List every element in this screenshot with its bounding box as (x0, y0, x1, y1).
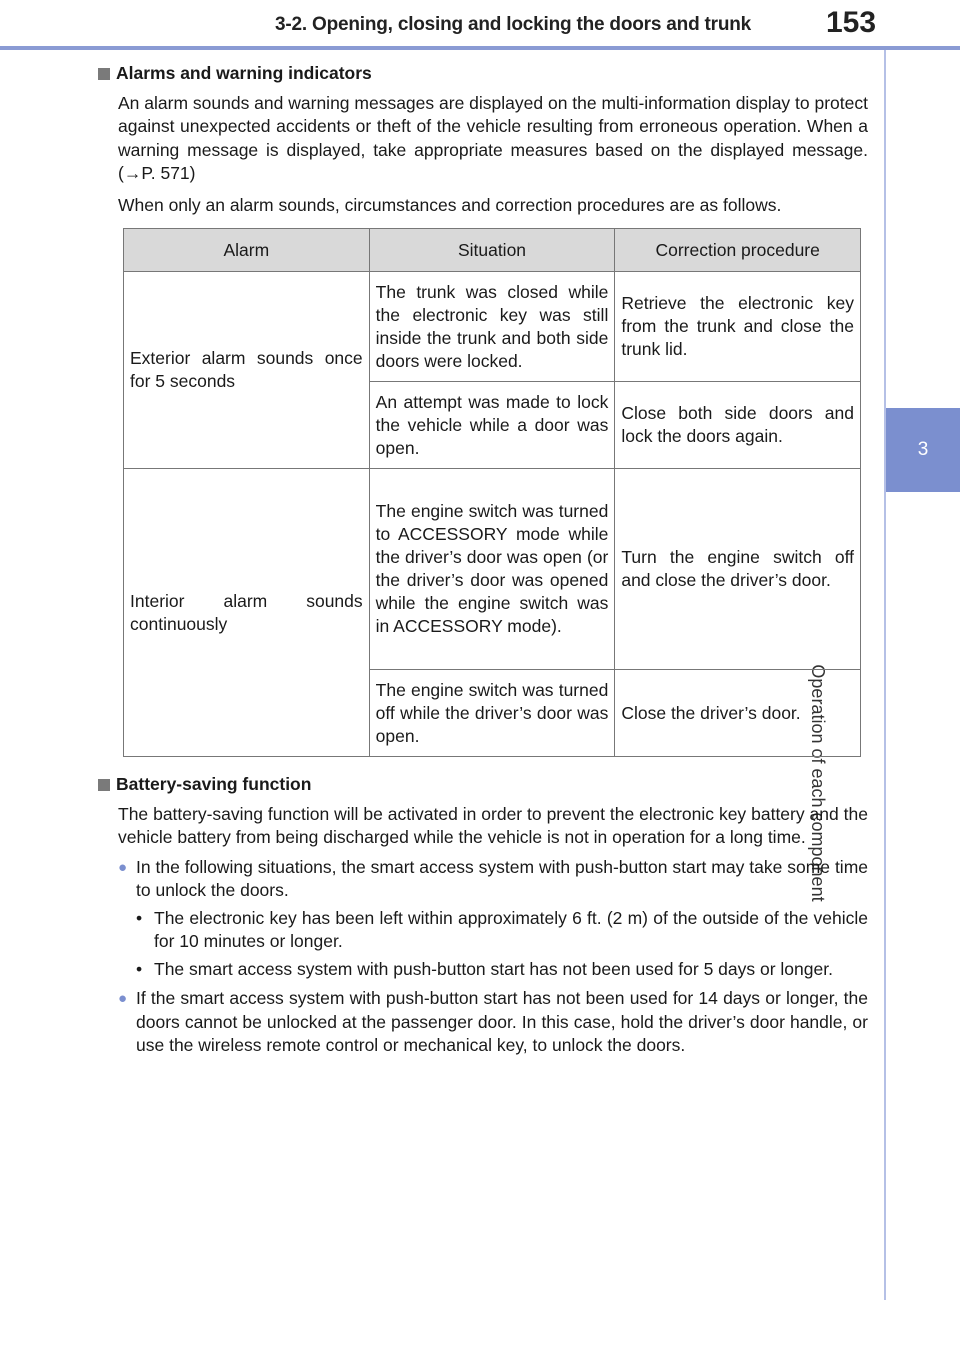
header-divider (0, 46, 960, 50)
sub-bullet-text: The electronic key has been left within approximately 6 ft. (2 m) of the outside of the vehicle for 10 minutes or longer. (154, 907, 868, 951)
section-heading-text: Alarms and warning indicators (116, 63, 372, 83)
alarms-intro-paragraph: When only an alarm sounds, circumstances and correction procedures are as follows. (118, 194, 782, 215)
sub-bullet-icon: • (136, 907, 143, 928)
alarm-cell: Exterior alarm sounds once for 5 seconds (124, 272, 370, 469)
section-heading-alarms (98, 62, 868, 86)
table-header-row (124, 229, 861, 272)
alarm-cell: Interior alarm sounds continuously (124, 469, 370, 757)
list-item (118, 987, 868, 1058)
section-heading-text: Battery-saving function (116, 774, 312, 794)
column-header-situation: Situation (369, 229, 615, 272)
sub-bullet-text: The smart access system with push-button start has not been used for 5 days or longer. (154, 958, 833, 979)
side-divider (884, 50, 886, 1300)
page-number: 153 (826, 6, 877, 39)
alarms-paragraph: An alarm sounds and warning messages are displayed on the multi-information display to protect against unexpected accidents or theft of the vehicle resulting from erroneous operation. When a warning message is displayed, take appropriate measures based on the displayed message. (→P. 571) (118, 92, 868, 183)
column-header-alarm: Alarm (124, 229, 370, 272)
chapter-label: Operation of each component (808, 664, 828, 902)
sub-bullet-icon: • (136, 958, 143, 979)
section-square-icon (98, 779, 110, 791)
page-header-title: 3-2. Opening, closing and locking the doors and trunk (275, 14, 752, 35)
situation-cell: The engine switch was turned off while the driver’s door was open. (369, 670, 615, 757)
list-item (136, 907, 868, 954)
correction-cell: Turn the engine switch off and close the driver’s door. (615, 469, 861, 670)
section-square-icon (98, 68, 110, 80)
chapter-tab[interactable] (886, 408, 960, 492)
situation-cell: The engine switch was turned to ACCESSORY mode while the driver’s door was open (or the driver’s door was opened while the engine switch was in ACCESSORY mode). (369, 469, 615, 670)
table-row (124, 272, 861, 382)
column-header-correction: Correction procedure (615, 229, 861, 272)
list-item (118, 856, 868, 903)
bullet-text: In the following situations, the smart access system with push-button start may take some time to unlock the doors. (136, 856, 868, 900)
list-item (136, 958, 868, 982)
battery-paragraph: The battery-saving function will be activated in order to prevent the electronic key battery and the vehicle battery from being discharged while the vehicle is not in operation for a long time. (118, 803, 868, 847)
bullet-text: If the smart access system with push-button start has not been used for 14 days or longer, the doors cannot be unlocked at the passenger door. In this case, hold the driver’s door handle, or use the wireless remote control or mechanical key, to unlock the doors. (136, 988, 868, 1055)
situation-cell: The trunk was closed while the electronic key was still inside the trunk and both side doors were locked. (369, 272, 615, 382)
alarm-table (123, 228, 861, 757)
correction-cell: Close the driver’s door. (615, 670, 861, 757)
page-content (98, 62, 868, 1058)
situation-cell: An attempt was made to lock the vehicle while a door was open. (369, 382, 615, 469)
section-heading-battery (98, 773, 868, 797)
table-row (124, 469, 861, 670)
correction-cell: Close both side doors and lock the doors again. (615, 382, 861, 469)
correction-cell: Retrieve the electronic key from the trunk and close the trunk lid. (615, 272, 861, 382)
chapter-number: 3 (917, 439, 929, 460)
bullet-icon: ● (118, 858, 128, 876)
bullet-icon: ● (118, 990, 128, 1007)
